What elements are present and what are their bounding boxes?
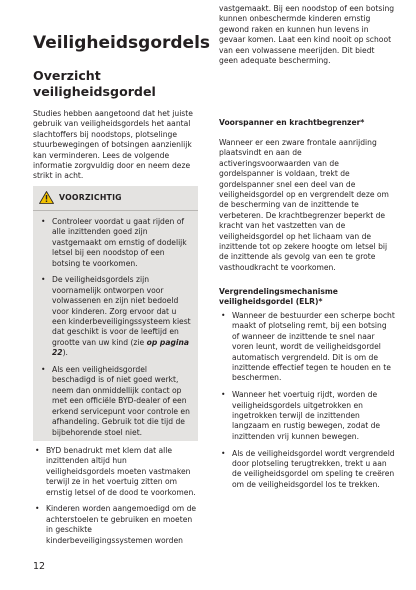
elr-heading: Vergrendelingsmechanisme veiligheidsgordel (ELR)* <box>219 287 338 307</box>
caution-item-text: Controleer voordat u gaat rijden of alle inzittenden goed zijn vastgemaakt om ernstig of dodelijk letsel bij een noodstop of een botsing te voorkomen. <box>52 217 187 268</box>
caution-divider <box>33 210 198 211</box>
section-title: Overzicht veiligheidsgordel <box>33 68 156 99</box>
caution-label: VOORZICHTIG <box>59 193 122 202</box>
page-number: 12 <box>33 561 46 572</box>
caution-list <box>39 217 191 444</box>
pretensioner-paragraph: Wanneer er een zware frontale aanrijding plaatsvindt en aan de activeringsvoorwaarden van de gordelspanner is voldaan, trekt de gordelspanner snel een deel van de veiligheidsgordel op en vergrendelt deze om de bescherming van de inzittende te verbeteren. De krachtbegrenzer beperkt de kracht van het vastzetten van de veiligheidsgordel op het lichaam van de inzittende tot op zekere hoogte om letsel bij de inzittende als gevolg van een te grote vasthoudkracht te voorkomen. <box>219 138 389 272</box>
caution-item-text-end: ). <box>62 348 68 358</box>
page-title: Veiligheidsgordels <box>33 33 211 53</box>
continued-paragraph: vastgemaakt. Bij een noodstop of een botsing kunnen onbeschermde kinderen ernstig gewond raken en kunnen hun levens in gevaar komen. Laat een kind nooit op schoot van een volwassene meerijden. Dit biedt geen adequate bescherming. <box>219 4 395 66</box>
caution-item <box>39 217 191 269</box>
intro-paragraph: Studies hebben aangetoond dat het juiste gebruik van veiligheidsgordels het aantal slachtoffers bij noodstops, plotselinge stuurbewegingen of botsingen aanzienlijk kan verminderen. Lees de volgende informatie zorgvuldig door en neem deze strikt in acht. <box>33 109 193 181</box>
list-item: • Wanneer het voertuig rijdt, worden de veiligheidsgordels uitgetrokken en ingetrokken terwijl de inzittenden langzaam en rustig bewegen, zodat de inzittenden vrij kunnen bewegen. <box>219 390 395 442</box>
page-reference-link[interactable]: op pagina 22 <box>52 337 190 358</box>
caution-item-text: De veiligheidsgordels zijn voornamelijk ontworpen voor volwassenen en zijn niet bedoeld voor kinderen. Zorg ervoor dat u een kinderbeveiligingssysteem kiest dat geschikt is voor de leeftijd en grootte van uw kind (zie <box>52 275 191 347</box>
caution-item <box>39 275 191 358</box>
caution-header <box>39 191 122 204</box>
list-item: • BYD benadrukt met klem dat alle inzittenden altijd hun veiligheidsgordels moeten vastmaken terwijl ze in het voertuig zitten om ernstig letsel of de dood te voorkomen. <box>33 446 197 498</box>
caution-item-text: Als een veiligheidsgordel beschadigd is of niet goed werkt, neem dan onmiddellijk contact op met een officiële BYD-dealer of een erkend servicepunt voor controle en afhandeling. Gebruik tot die tijd de bijbehorende stoel niet. <box>52 365 190 437</box>
pretensioner-heading: Voorspanner en krachtbegrenzer* <box>219 118 365 127</box>
elr-list <box>219 311 395 497</box>
list-item: • Kinderen worden aangemoedigd om de achterstoelen te gebruiken en moeten in geschikte kinderbeveiligingssystemen worden <box>33 504 197 546</box>
left-bullet-list <box>33 446 197 552</box>
warning-triangle-icon <box>39 191 54 204</box>
caution-item <box>39 365 191 438</box>
caution-box <box>33 186 198 441</box>
list-item: • Als de veiligheidsgordel wordt vergrendeld door plotseling terugtrekken, trekt u aan de veiligheidsgordel om speling te creëren om de veiligheidsgordel los te trekken. <box>219 449 395 491</box>
list-item: • Wanneer de bestuurder een scherpe bocht maakt of plotseling remt, bij een botsing of wanneer de inzittende te snel naar voren leunt, wordt de veiligheidsgordel automatisch vergrendeld. Dit is om de inzittende effectief tegen te houden en te beschermen. <box>219 311 395 384</box>
